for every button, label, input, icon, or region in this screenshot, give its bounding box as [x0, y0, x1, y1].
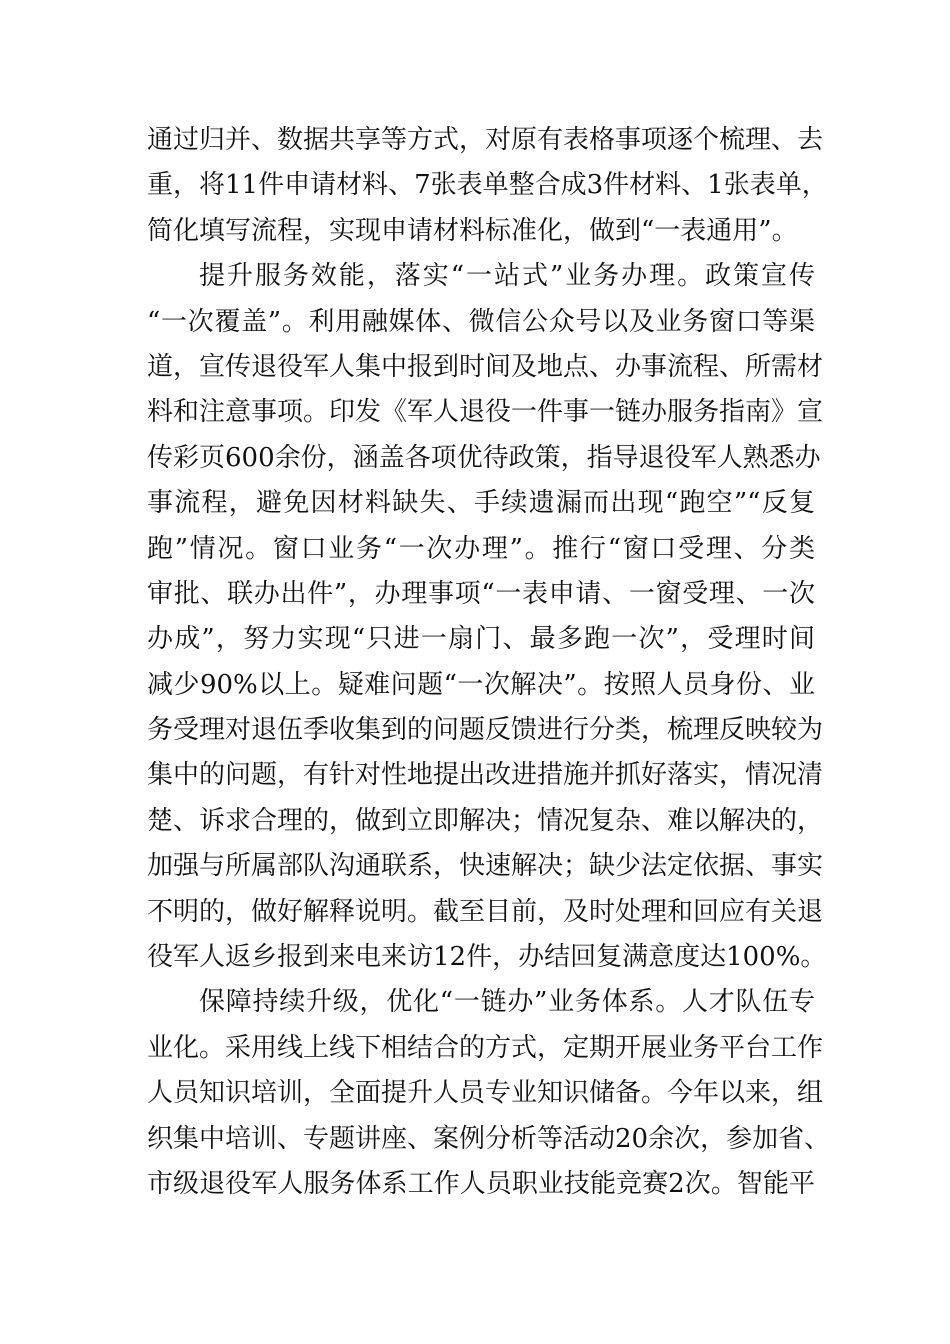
- text-line: 织集中培训、专题讲座、案例分析等活动20余次，参加省、: [147, 1123, 831, 1154]
- text-line: 跑”情况。窗口业务“一次办理”。推行“窗口受理、分类: [147, 533, 815, 564]
- paragraph-start-line: 保障持续升级，优化“一链办”业务体系。人才队伍专: [199, 987, 815, 1018]
- text-line: 办成”，努力实现“只进一扇门、最多跑一次”，受理时间: [147, 624, 815, 655]
- text-line: 事流程，避免因材料缺失、手续遗漏而出现“跑空”“反复: [147, 488, 815, 519]
- text-line: 人员知识培训，全面提升人员专业知识储备。今年以来，组: [147, 1078, 824, 1109]
- text-line: 业化。采用线上线下相结合的方式，定期开展业务平台工作: [147, 1032, 824, 1063]
- text-line: 务受理对退伍季收集到的问题反馈进行分类，梳理反映较为: [147, 715, 824, 746]
- text-line: 市级退役军人服务体系工作人员职业技能竞赛2次。智能平: [147, 1168, 815, 1199]
- text-line: 役军人返乡报到来电来访12件，办结回复满意度达100%。: [147, 942, 827, 973]
- text-line: 楚、诉求合理的，做到立即解决；情况复杂、难以解决的，: [147, 805, 824, 836]
- text-line: 简化填写流程，实现申请材料标准化，做到“一表通用”。: [147, 215, 798, 246]
- text-line: 审批、联办出件”，办理事项“一表申请、一窗受理、一次: [147, 578, 815, 609]
- text-line: 重，将11件申请材料、7张表单整合成3件材料、1张表单，: [147, 170, 828, 201]
- text-line: 传彩页600余份，涵盖各项优待政策，指导退役军人熟悉办: [147, 442, 821, 473]
- text-line: 道，宣传退役军人集中报到时间及地点、办事流程、所需材: [147, 351, 824, 382]
- text-line: 加强与所属部队沟通联系，快速解决；缺少法定依据、事实: [147, 851, 824, 882]
- text-line: 减少90%以上。疑难问题“一次解决”。按照人员身份、业: [147, 669, 815, 700]
- text-line: 不明的，做好解释说明。截至目前，及时处理和回应有关退: [147, 896, 824, 927]
- paragraph-start-line: 提升服务效能，落实“一站式”业务办理。政策宣传: [199, 261, 815, 292]
- text-line: 集中的问题，有针对性地提出改进措施并抓好落实，情况清: [147, 760, 824, 791]
- body-text: [147, 118, 831, 1207]
- text-line: 料和注意事项。印发《军人退役一件事一链办服务指南》宣: [147, 397, 824, 428]
- text-line: “一次覆盖”。利用融媒体、微信公众号以及业务窗口等渠: [147, 306, 815, 337]
- text-line: 通过归并、数据共享等方式，对原有表格事项逐个梳理、去: [147, 125, 824, 155]
